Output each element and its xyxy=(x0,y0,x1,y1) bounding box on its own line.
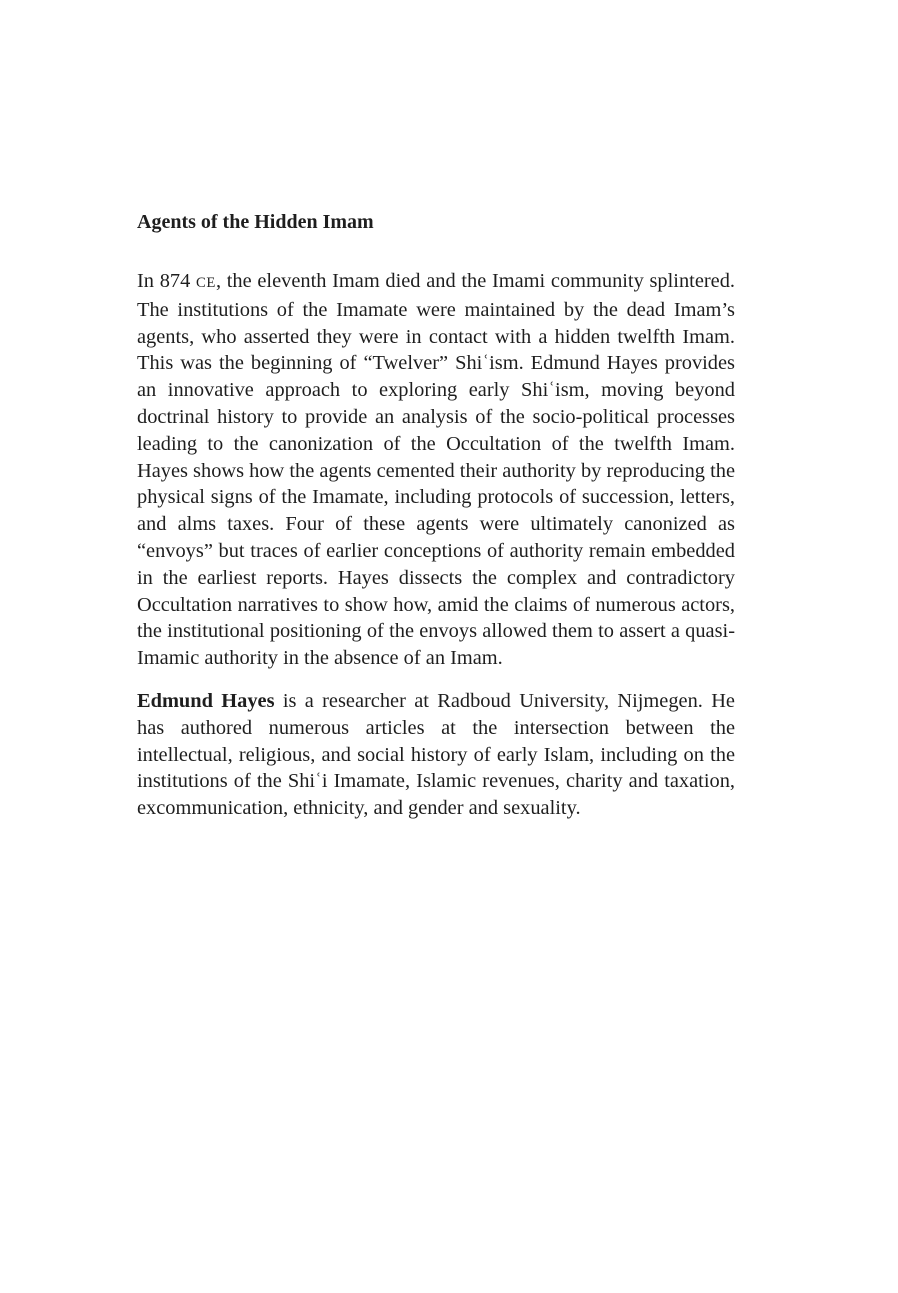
book-description xyxy=(137,268,735,672)
book-blurb-page xyxy=(137,207,735,822)
year: In 874 xyxy=(137,270,191,292)
description-text: , the eleventh Imam died and the Imami community splintered. The institutions of the Imamate were maintained by the dead Imam’s agents, who asserted they were in contact with a hidden twelfth Imam. This was the beginning of “Twelver” Shiʿism. Edmund Hayes provides an innovative approach to exploring early Shiʿism, moving beyond doctrinal history to provide an analysis of the socio-political processes leading to the canonization of the Occultation of the twelfth Imam. Hayes shows how the agents cemented their authority by reproducing the physical signs of the Imamate, including protocols of succession, letters, and alms taxes. Four of these agents were ultimately canonized as “envoys” but traces of earlier conceptions of authority remain embedded in the earliest reports. Hayes dissects the complex and contradictory Occultation narratives to show how, amid the claims of numerous actors, the institutional positioning of the envoys allowed them to assert a quasi-Imamic authority in the absence of an Imam. xyxy=(137,270,735,670)
author-bio-text: is a researcher at Radboud University, Nijmegen. He has authored numerous articles at the intersection between the intellectual, religious, and social history of early Islam, including on the institutions of the Shiʿi Imamate, Islamic revenues, charity and taxation, excommunication, ethnicity, and gender and sexuality. xyxy=(137,689,735,820)
author-name: Edmund Hayes xyxy=(137,689,275,712)
book-title: Agents of the Hidden Imam xyxy=(137,211,374,233)
author-bio xyxy=(137,688,735,822)
era-label: CE xyxy=(196,275,216,291)
